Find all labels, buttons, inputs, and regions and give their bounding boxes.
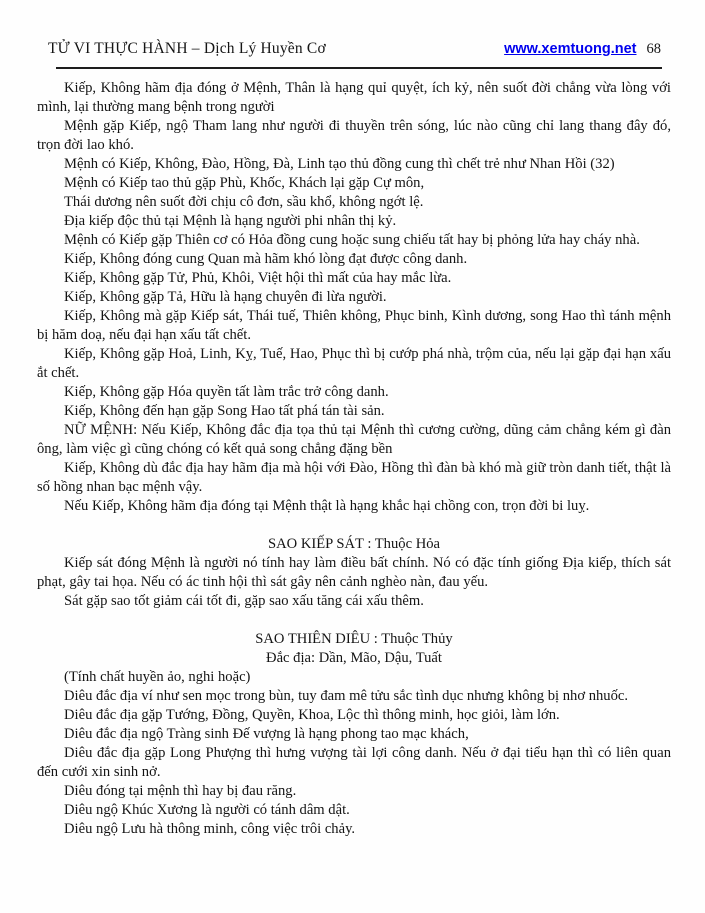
section-heading: Đắc địa: Dần, Mão, Dậu, Tuất [266, 650, 442, 666]
section-heading: SAO THIÊN DIÊU : Thuộc Thủy [255, 631, 453, 647]
paragraph: Thái dương nên suốt đời chịu cô đơn, sầu khổ, không ngớt lệ. [64, 194, 424, 210]
paragraph: Diêu đắc địa ngộ Tràng sinh Đế vượng là hạng phong tao mạc khách, [64, 726, 469, 742]
paragraph: Kiếp, Không gặp Tử, Phủ, Khôi, Việt hội thì mất của hay mắc lừa. [64, 270, 452, 286]
page-number: 68 [646, 41, 661, 57]
section-heading: SAO KIẾP SÁT : Thuộc Hỏa [267, 536, 441, 552]
header-divider [56, 67, 662, 69]
paragraph: NỮ MỆNH: Nếu Kiếp, Không đắc địa tọa thủ tại Mệnh thì cương cường, dũng cảm chẳng kém gì đàn ông, làm việc gì cũng chóng có kết quả song chẳng đặng bền [37, 422, 671, 457]
paragraph: Mệnh có Kiếp, Không, Đào, Hồng, Đà, Linh tạo thủ đồng cung thì chết trẻ như Nhan Hồi (32) [64, 156, 615, 172]
paragraph: Diêu ngộ Khúc Xương là người có tánh dâm dật. [64, 802, 350, 818]
paragraph: Địa kiếp độc thủ tại Mệnh là hạng người phi nhân thị kỷ. [64, 213, 397, 229]
header-right [504, 41, 661, 58]
paragraph: (Tính chất huyền ảo, nghi hoặc) [64, 669, 251, 685]
paragraph: Kiếp, Không đến hạn gặp Song Hao tất phá tán tài sản. [64, 403, 385, 419]
paragraph: Kiếp sát đóng Mệnh là người nó tính hay làm điều bất chính. Nó có đặc tính giống Địa kiếp, thích sát phạt, gây tai họa. Nếu có ác tinh hội thì sát gây nên cảnh nghèo nàn, đau yếu. [37, 555, 671, 590]
paragraph: Mệnh có Kiếp tao thủ gặp Phù, Khốc, Khách lại gặp Cự môn, [64, 175, 425, 191]
paragraph: Kiếp, Không đóng cung Quan mà hãm khó lòng đạt được công danh. [64, 251, 468, 267]
paragraph: Kiếp, Không hãm địa đóng ở Mệnh, Thân là hạng quỉ quyệt, ích kỷ, nên suốt đời chẳng vừa lòng với mình, lại thường mang bệnh trong người [37, 80, 671, 115]
paragraph: Diêu đóng tại mệnh thì hay bị đau răng. [64, 783, 297, 799]
document-title: TỬ VI THỰC HÀNH – Dịch Lý Huyền Cơ [48, 40, 326, 57]
paragraph: Diêu đắc địa ví như sen mọc trong bùn, tuy đam mê tửu sắc tình dục nhưng không bị nhơ nhuốc. [64, 688, 629, 704]
paragraph: Diêu ngộ Lưu hà thông minh, công việc trôi chảy. [64, 821, 356, 837]
paragraph: Mệnh gặp Kiếp, ngộ Tham lang như người đi thuyền trên sóng, lúc nào cũng chỉ lang thang đây đó, trọn đời lao khó. [37, 118, 671, 153]
paragraph: Kiếp, Không gặp Hóa quyền tất làm trắc trở công danh. [64, 384, 389, 400]
paragraph: Kiếp, Không gặp Hoả, Linh, Kỵ, Tuế, Hao, Phục thì bị cướp phá nhà, trộm của, nếu lại gặp đại hạn xấu ắt chết. [37, 346, 671, 381]
paragraph: Kiếp, Không mà gặp Kiếp sát, Thái tuế, Thiên không, Phục binh, Kình dương, song Hao thì tánh mệnh bị hăm doạ, nếu đại hạn xấu tất chết. [37, 308, 671, 343]
paragraph: Mệnh có Kiếp gặp Thiên cơ có Hỏa đồng cung hoặc sung chiếu tất hay bị phỏng lửa hay cháy nhà. [64, 232, 640, 248]
website-link[interactable]: www.xemtuong.net [504, 41, 637, 57]
page-header [37, 40, 671, 58]
paragraph: Diêu đắc địa gặp Long Phượng thì hưng vượng tài lợi công danh. Nếu ở đại tiểu hạn thì có liên quan đến cưới xin sinh nở. [37, 745, 671, 780]
document-body [37, 79, 671, 839]
paragraph: Kiếp, Không dù đắc địa hay hãm địa mà hội với Đào, Hồng thì đàn bà khó mà giữ tròn danh tiết, thật là số hồng nhan bạc mệnh vậy. [37, 460, 671, 495]
paragraph: Sát gặp sao tốt giảm cái tốt đi, gặp sao xấu tăng cái xấu thêm. [64, 593, 424, 609]
paragraph: Diêu đắc địa gặp Tướng, Đồng, Quyền, Khoa, Lộc thì thông minh, học giỏi, làm lớn. [64, 707, 560, 723]
paragraph: Kiếp, Không gặp Tả, Hữu là hạng chuyên đi lừa người. [64, 289, 387, 305]
paragraph: Nếu Kiếp, Không hãm địa đóng tại Mệnh thật là hạng khắc hại chồng con, trọn đời bi luỵ. [64, 498, 590, 514]
